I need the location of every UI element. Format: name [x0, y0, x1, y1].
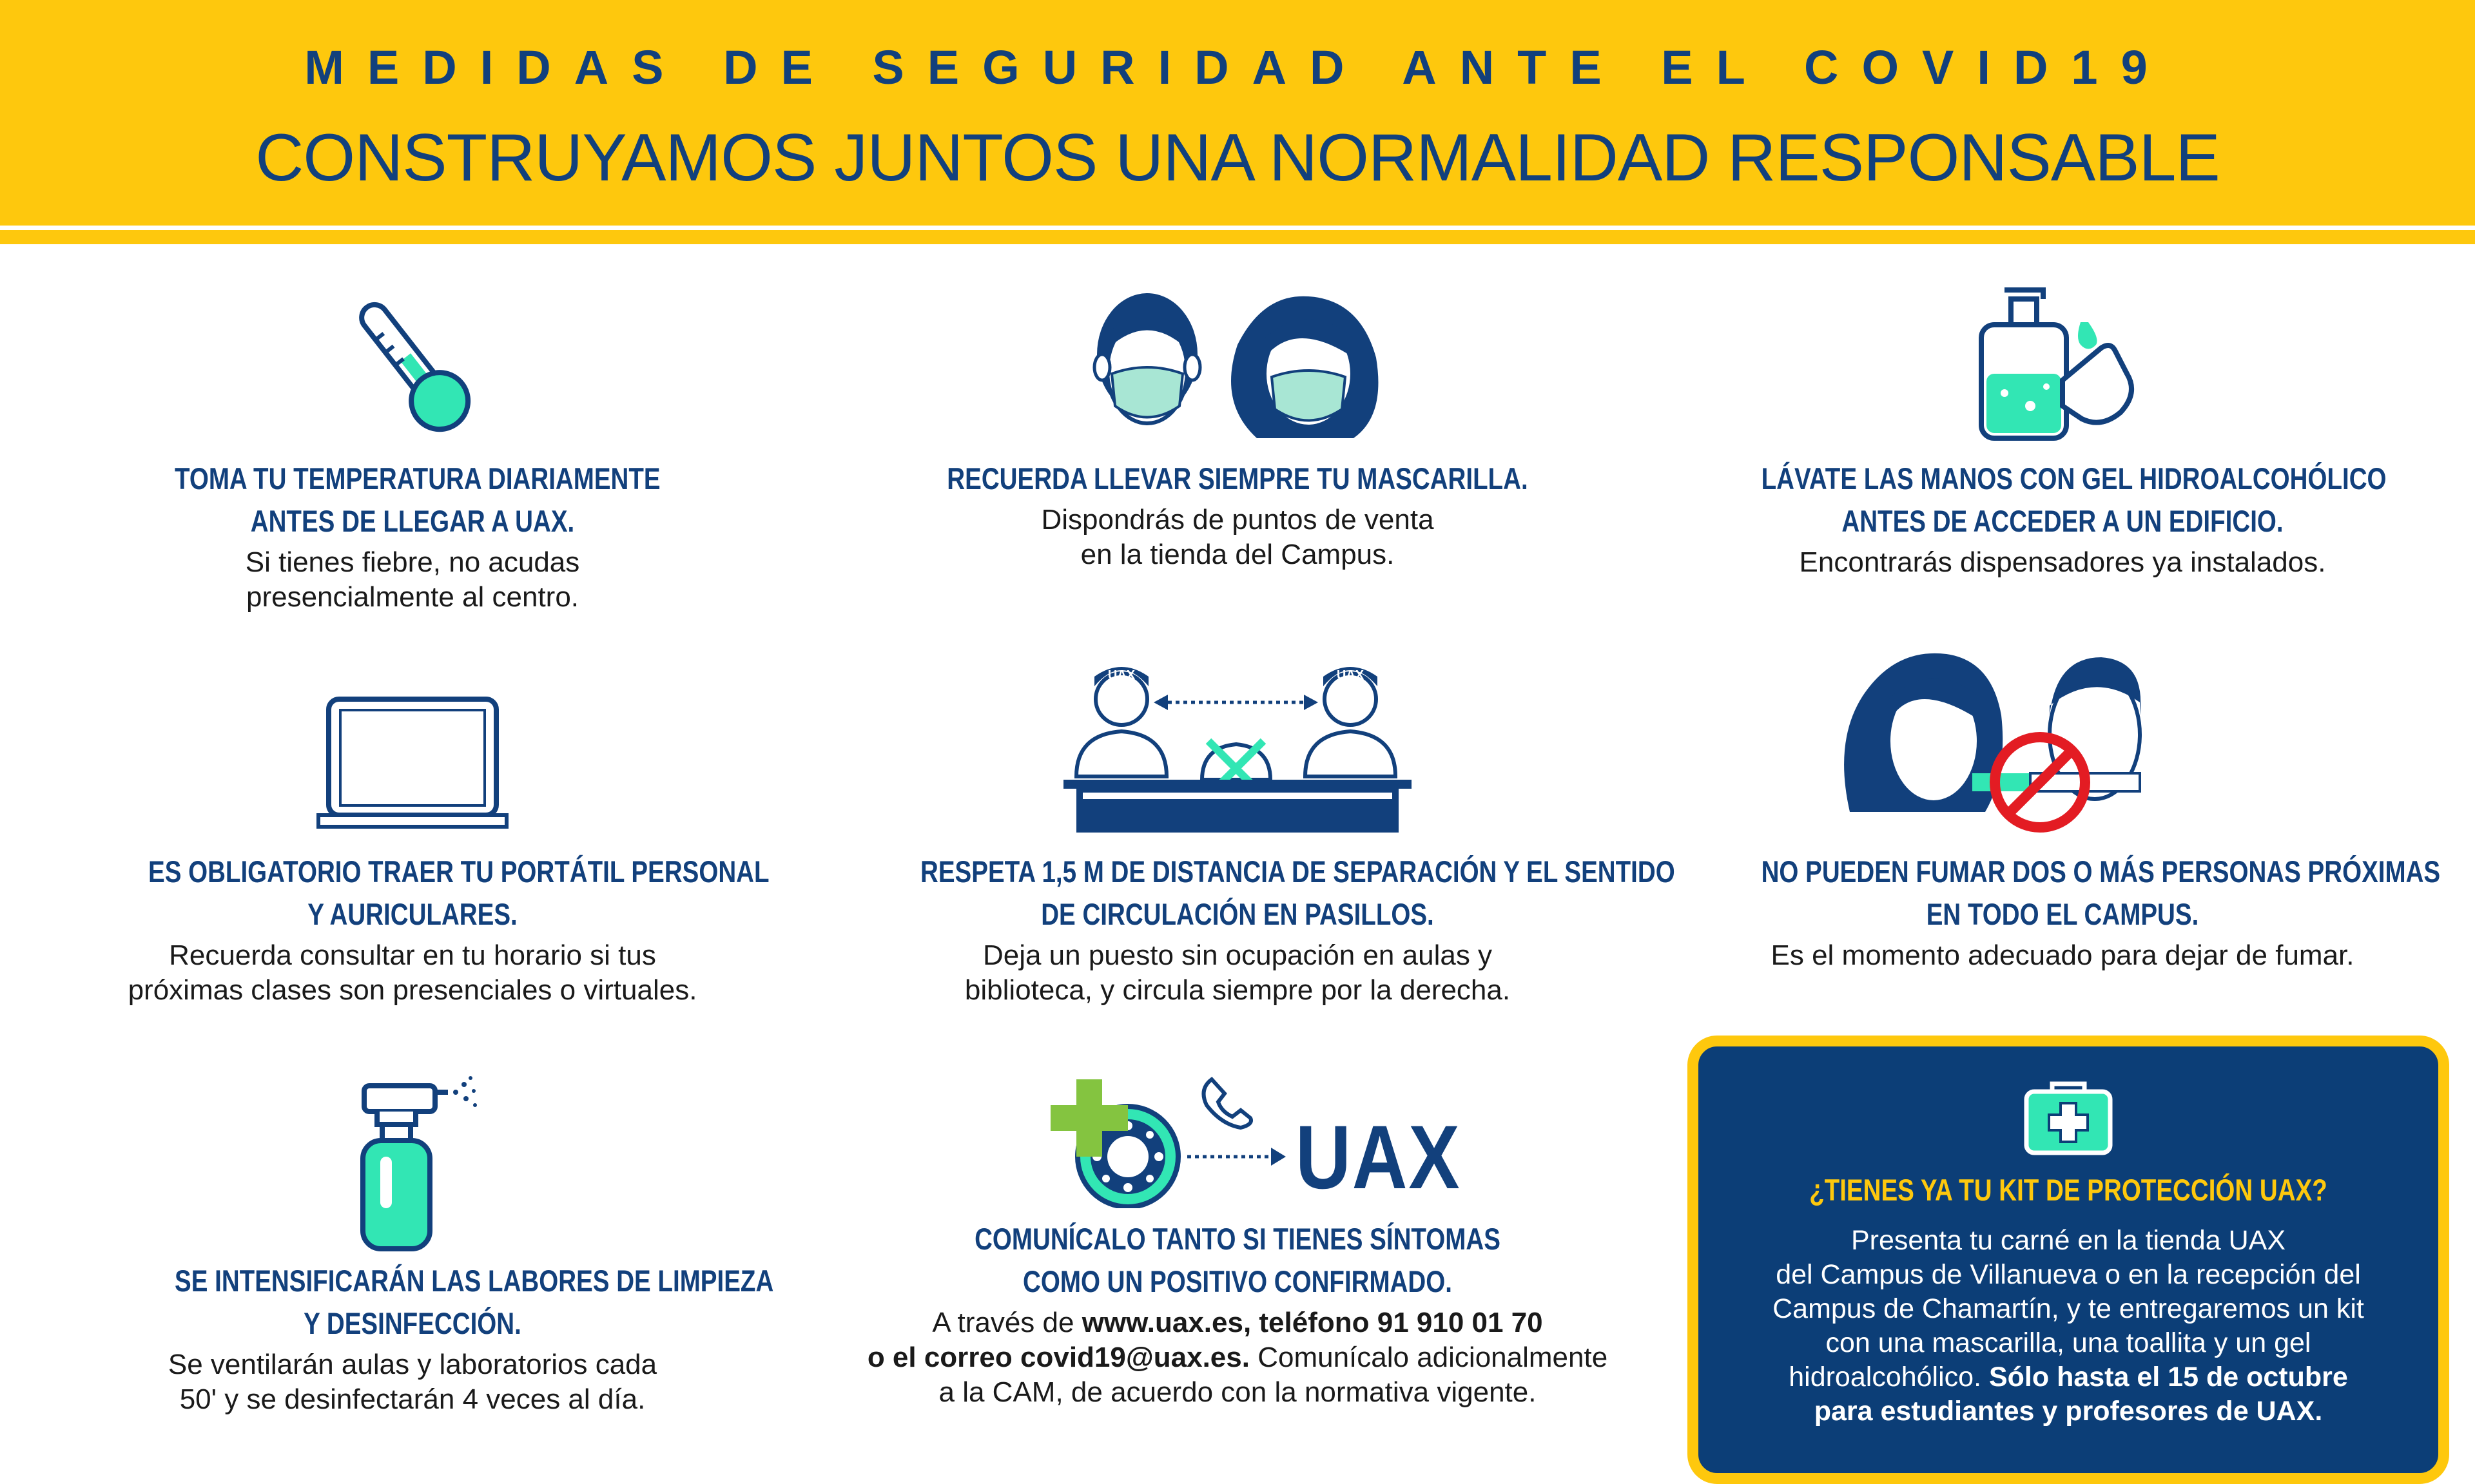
cleaning-block [122, 1260, 774, 1417]
kit-text-3: Campus de Chamartín, y te entregaremos un kit [1772, 1293, 2364, 1324]
cleaning-text-1: Se ventilarán aulas y laboratorios cada [168, 1349, 657, 1380]
report-title-2: COMO UN POSITIVO CONFIRMADO. [1023, 1264, 1452, 1298]
kit-text-6-bold: para estudiantes y profesores de UAX. [1814, 1396, 2323, 1427]
page-title: MEDIDAS DE SEGURIDAD ANTE EL COVID19 [304, 41, 2171, 94]
thermometer-icon [342, 284, 483, 445]
mask-block [883, 458, 1592, 572]
hands-text-1: Encontrarás dispensadores ya instalados. [1799, 546, 2326, 578]
laptop-title-1: ES OBLIGATORIO TRAER TU PORTÁTIL PERSONAL [148, 854, 770, 889]
uax-logo: UAX [1296, 1106, 1461, 1208]
protection-kit-box [1687, 1036, 2449, 1484]
smoking-text-1: Es el momento adecuado para dejar de fumar. [1771, 940, 2354, 971]
distance-desk-icon [1063, 651, 1412, 838]
report-contact-link[interactable]: www.uax.es, teléfono 91 910 01 70 [1082, 1307, 1543, 1338]
kit-text-4: con una mascarilla, una toallita y un gel [1825, 1327, 2311, 1358]
report-line-3: a la CAM, de acuerdo con la normativa vigente. [938, 1376, 1537, 1408]
report-line-2 [838, 1340, 1637, 1375]
smoking-title-1: NO PUEDEN FUMAR DOS O MÁS PERSONAS PRÓXIMAS [1761, 854, 2441, 889]
kit-text [1711, 1224, 2425, 1429]
hands-title-1: LÁVATE LAS MANOS CON GEL HIDROALCOHÓLICO [1761, 461, 2387, 496]
smoking-block [1695, 851, 2441, 973]
report-title-1: COMUNÍCALO TANTO SI TIENES SÍNTOMAS [975, 1222, 1500, 1256]
masked-people-icon [1083, 287, 1392, 441]
cap-label-right: UAX [1336, 668, 1364, 682]
cap-label-left: UAX [1107, 668, 1136, 682]
mask-text-1: Dispondrás de puntos de venta [1041, 504, 1434, 535]
kit-text-5-bold: Sólo hasta el 15 de octubre [1988, 1362, 2348, 1392]
temperature-text-2: presencialmente al centro. [246, 581, 579, 613]
cleaning-text-2: 50' y se desinfectarán 4 veces al día. [179, 1383, 646, 1415]
laptop-block [90, 851, 770, 1008]
header-divider [0, 230, 2475, 244]
first-aid-kit-icon [2023, 1079, 2113, 1156]
cleaning-title-1: SE INTENSIFICARÁN LAS LABORES DE LIMPIEZA [175, 1264, 774, 1298]
report-block [838, 1218, 1637, 1410]
kit-text-5-plain: hidroalcohólico. [1789, 1362, 1989, 1392]
report-line-1 [838, 1306, 1637, 1340]
kit-text-1: Presenta tu carné en la tienda UAX [1850, 1225, 2286, 1256]
kit-text-5 [1711, 1360, 2425, 1394]
laptop-title-2: Y AURICULARES. [307, 897, 518, 931]
smoking-title-2: EN TODO EL CAMPUS. [1926, 897, 2199, 931]
mask-title-1: RECUERDA LLEVAR SIEMPRE TU MASCARILLA. [947, 461, 1528, 496]
hands-block [1695, 458, 2430, 580]
report-line-1-pre: A través de [932, 1307, 1082, 1338]
laptop-text-1: Recuerda consultar en tu horario si tus [169, 940, 656, 971]
distance-block [851, 851, 1675, 1008]
laptop-text-2: próximas clases son presenciales o virtuales. [128, 974, 697, 1006]
kit-text-6 [1711, 1394, 2425, 1429]
virus-phone-icon [1038, 1073, 1308, 1208]
hands-title-2: ANTES DE ACCEDER A UN EDIFICIO. [1841, 504, 2284, 538]
report-line-2-post: Comunícalo adicionalmente [1249, 1342, 1608, 1373]
distance-title-1: RESPETA 1,5 M DE DISTANCIA DE SEPARACIÓN Y EL SENTIDO [920, 854, 1675, 889]
kit-text-2: del Campus de Villanueva o en la recepción del [1776, 1259, 2361, 1290]
hand-sanitizer-icon [1972, 277, 2153, 445]
kit-title: ¿TIENES YA TU KIT DE PROTECCIÓN UAX? [1809, 1173, 2327, 1207]
distance-text-2: biblioteca, y circula siempre por la derecha. [964, 974, 1511, 1006]
spray-bottle-icon [351, 1073, 480, 1253]
distance-title-2: DE CIRCULACIÓN EN PASILLOS. [1041, 897, 1434, 931]
distance-text-1: Deja un puesto sin ocupación en aulas y [982, 940, 1493, 971]
temperature-block [122, 458, 703, 615]
temperature-title-2: ANTES DE LLEGAR A UAX. [250, 504, 575, 538]
page-subtitle: CONSTRUYAMOS JUNTOS UNA NORMALIDAD RESPONSABLE [255, 120, 2220, 195]
temperature-text-1: Si tienes fiebre, no acudas [245, 546, 580, 578]
mask-text-2: en la tienda del Campus. [1080, 539, 1395, 570]
cleaning-title-2: Y DESINFECCIÓN. [304, 1306, 521, 1340]
temperature-title-1: TOMA TU TEMPERATURA DIARIAMENTE [175, 461, 661, 496]
laptop-icon [316, 696, 509, 831]
report-email-link[interactable]: o el correo covid19@uax.es. [867, 1342, 1250, 1373]
no-smoking-icon [1837, 644, 2146, 838]
